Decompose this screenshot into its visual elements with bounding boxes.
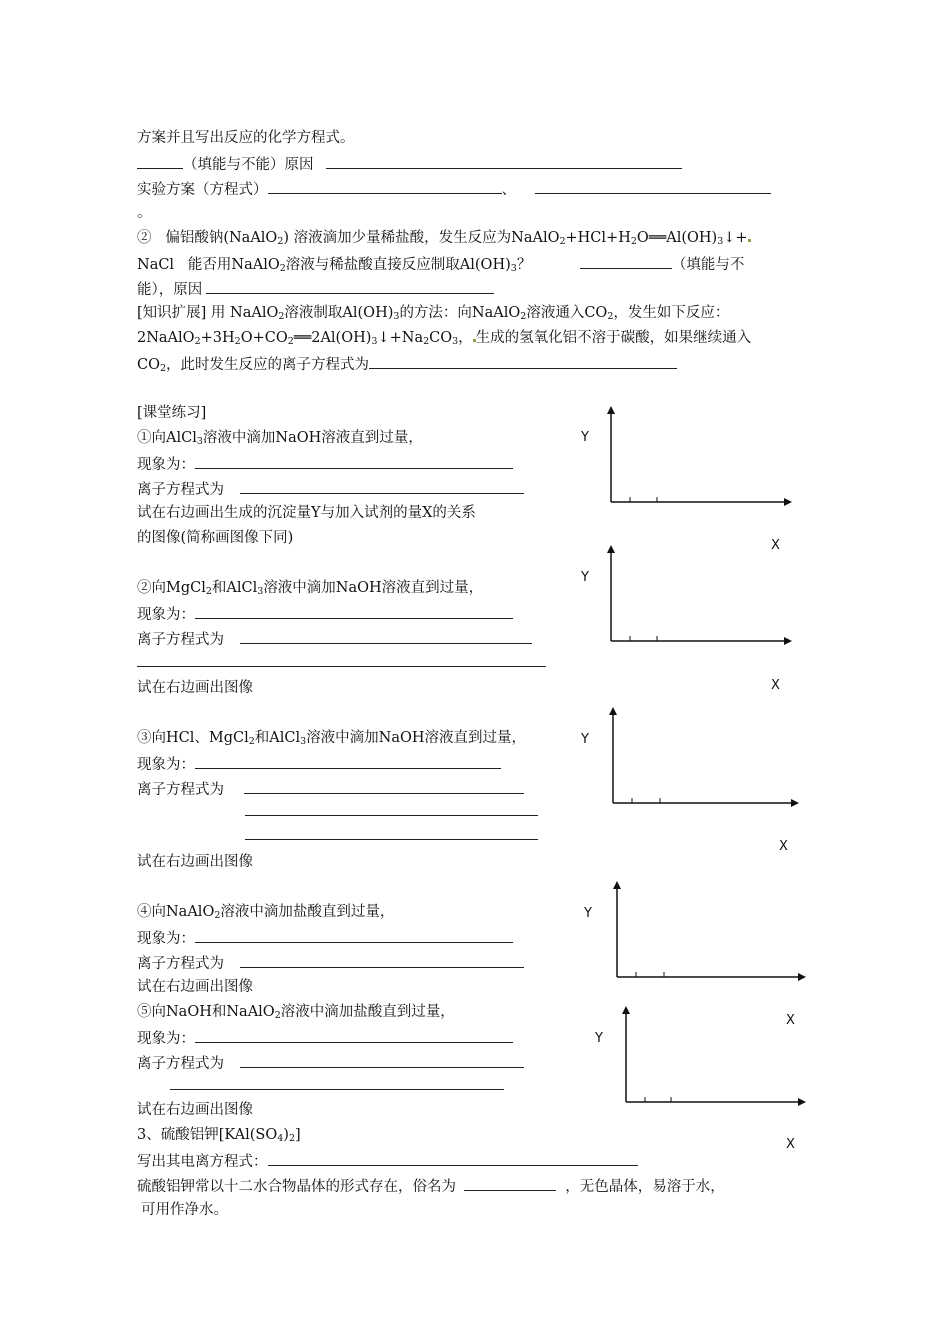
p4-ion-blank[interactable] bbox=[240, 952, 524, 968]
p3-phenomenon-blank[interactable] bbox=[195, 753, 501, 769]
p1-phenomenon: 现象为： bbox=[137, 453, 513, 475]
common-name-blank[interactable] bbox=[464, 1175, 556, 1191]
alum-ionization: 写出其电离方程式： bbox=[137, 1150, 638, 1172]
p1-title: ①向AlCl$_3$溶液中滴加NaOH溶液直到过量， bbox=[137, 430, 423, 447]
y-axis-label: Y bbox=[581, 732, 589, 747]
p2-title: ②向MgCl$_2$和AlCl$_3$溶液中滴加NaOH溶液直到过量， bbox=[137, 580, 484, 597]
p4-phenomenon-blank[interactable] bbox=[195, 927, 513, 943]
p1-draw-2: 的图像(简称画图像下同) bbox=[137, 530, 294, 546]
p1-draw-1: 试在右边画出生成的沉淀量Y与加入试剂的量X的关系 bbox=[137, 505, 476, 521]
alum-desc-1: 硫酸铝钾常以十二水合物晶体的形式存在，俗名为 ，无色晶体，易溶于水， bbox=[137, 1175, 725, 1197]
p3-ion-blank-3[interactable] bbox=[245, 839, 538, 840]
x-axis-label: X bbox=[779, 839, 788, 854]
p3-title: ③向HCl、MgCl$_2$和AlCl$_3$溶液中滴加NaOH溶液直到过量， bbox=[137, 730, 527, 747]
q2-line-3: 能），原因 bbox=[137, 278, 494, 300]
p2-ion-blank[interactable] bbox=[240, 628, 532, 644]
p2-draw: 试在右边画出图像 bbox=[137, 680, 253, 696]
ext-line-3: $CO_2$，此时发生反应的离子方程式为 bbox=[137, 353, 677, 375]
alum-desc-2: 可用作净水。 bbox=[141, 1202, 228, 1218]
p1-ion: 离子方程式为 bbox=[137, 478, 524, 500]
p4-title: ④向NaAlO$_2$溶液中滴加盐酸直到过量， bbox=[137, 904, 395, 921]
p3-ion-blank-2[interactable] bbox=[245, 815, 538, 816]
y-axis-label: Y bbox=[581, 430, 589, 445]
can-or-cannot-blank[interactable] bbox=[580, 253, 672, 269]
p5-title: ⑤向NaOH和NaAlO$_2$溶液中滴加盐酸直到过量， bbox=[137, 1004, 455, 1021]
q2-reason-blank[interactable] bbox=[206, 278, 494, 294]
practice-title: [课堂练习] bbox=[137, 405, 207, 421]
y-axis-label: Y bbox=[584, 906, 592, 921]
p3-phenomenon: 现象为： bbox=[137, 753, 501, 775]
q2-line-2: NaCl 能否用NaAlO$_2$溶液与稀盐酸直接反应制取$Al(OH)_3$？ （填能与不 bbox=[137, 253, 744, 275]
graph-4[interactable] bbox=[583, 885, 802, 1028]
ext-line-2: $2NaAlO_2+3H_2O+CO_2══2Al(OH)_3↓+Na_2CO_3$， 生成的氢氧化铝不溶于碳酸，如果继续通入 bbox=[137, 330, 752, 347]
p5-ion: 离子方程式为 bbox=[137, 1052, 524, 1074]
p1-phenomenon-blank[interactable] bbox=[195, 453, 513, 469]
graph-3[interactable] bbox=[580, 711, 795, 854]
p4-phenomenon: 现象为： bbox=[137, 927, 513, 949]
p5-phenomenon-blank[interactable] bbox=[195, 1027, 513, 1043]
p5-draw: 试在右边画出图像 bbox=[137, 1102, 253, 1118]
q2-line-1: ② 偏铝酸钠(NaAlO$_2$) 溶液滴加少量稀盐酸，发生反应为$NaAlO_2+HCl+H_2O══Al(OH)_3↓+$ bbox=[137, 228, 751, 248]
p4-ion: 离子方程式为 bbox=[137, 952, 524, 974]
x-axis-label: X bbox=[786, 1137, 795, 1152]
graph-5[interactable] bbox=[594, 1010, 802, 1152]
y-axis-label: Y bbox=[581, 570, 589, 585]
p3-draw: 试在右边画出图像 bbox=[137, 854, 253, 870]
ion-equation-blank[interactable] bbox=[369, 353, 677, 369]
reason-blank[interactable] bbox=[326, 153, 682, 169]
y-axis-label: Y bbox=[595, 1031, 603, 1046]
intro-line-1: 方案并且写出反应的化学方程式。 bbox=[137, 130, 355, 146]
x-axis-label: X bbox=[786, 1013, 795, 1028]
x-axis-label: X bbox=[771, 538, 780, 553]
p2-phenomenon: 现象为： bbox=[137, 603, 513, 625]
ionization-equation-blank[interactable] bbox=[268, 1150, 638, 1166]
p3-ion-blank[interactable] bbox=[244, 778, 524, 794]
p5-phenomenon: 现象为： bbox=[137, 1027, 513, 1049]
intro-line-3: 实验方案（方程式） 、 bbox=[137, 178, 771, 200]
equation-blank-2[interactable] bbox=[535, 178, 771, 194]
graph-1[interactable] bbox=[580, 410, 788, 553]
p5-ion-blank[interactable] bbox=[240, 1052, 524, 1068]
p4-draw: 试在右边画出图像 bbox=[137, 979, 253, 995]
intro-line-4: 。 bbox=[137, 205, 152, 221]
p2-phenomenon-blank[interactable] bbox=[195, 603, 513, 619]
answer-blank[interactable] bbox=[137, 153, 183, 169]
p1-ion-blank[interactable] bbox=[240, 478, 524, 494]
p3-ion: 离子方程式为 bbox=[137, 778, 524, 800]
p2-ion-blank-2[interactable] bbox=[137, 666, 546, 667]
ext-line-1: [知识扩展] 用 NaAlO$_2$溶液制取$Al(OH)_3$的方法：向NaAlO$_2$溶液通入$CO_2$，发生如下反应： bbox=[137, 305, 730, 322]
alum-title: 3、硫酸铝钾$[KAl(SO_4)_2]$ bbox=[137, 1127, 301, 1144]
p5-ion-blank-2[interactable] bbox=[170, 1089, 504, 1090]
p2-ion: 离子方程式为 bbox=[137, 628, 532, 650]
graph-2[interactable] bbox=[580, 549, 788, 693]
intro-line-2: （填能与不能）原因 bbox=[137, 153, 682, 175]
x-axis-label: X bbox=[771, 678, 780, 693]
equation-blank-1[interactable] bbox=[268, 178, 502, 194]
